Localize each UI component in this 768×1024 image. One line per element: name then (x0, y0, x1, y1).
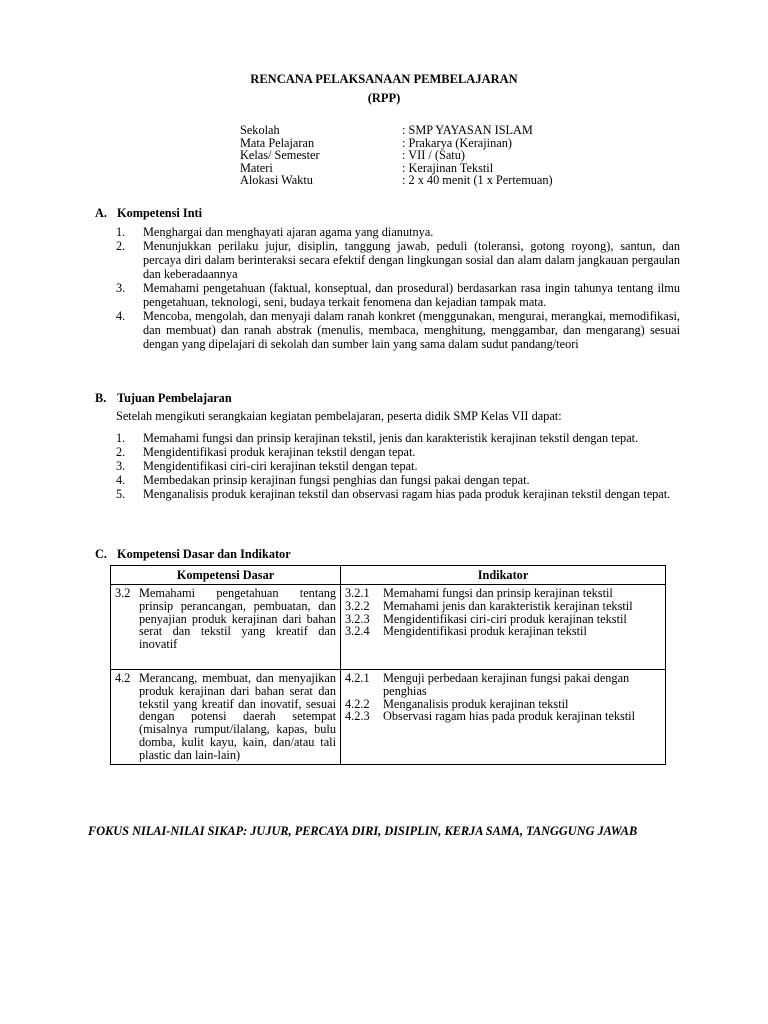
document-title: RENCANA PELAKSANAAN PEMBELAJARAN (250, 72, 518, 86)
list-number: 3. (116, 459, 126, 473)
table-row (111, 585, 666, 670)
list-number: 5. (116, 487, 126, 501)
table-header-row (111, 566, 666, 585)
list-item (116, 309, 680, 351)
indicator-number: 4.2.2 (345, 696, 370, 711)
kd-cell (111, 670, 341, 765)
list-text: Mengidentifikasi produk kerajinan tekstil dengan tepat. (143, 445, 416, 459)
list-text: Menunjukkan perilaku jujur, disiplin, tanggung jawab, peduli (toleransi, gotong royong), santun, dan percaya diri dalam berinteraksi secara efektif dengan lingkungan sosial dan alam dalam jangkauan pergaulan dan keberadaannya (143, 239, 680, 281)
list-text: Mengidentifikasi ciri-ciri kerajinan tekstil dengan tepat. (143, 459, 418, 473)
list-number: 4. (116, 473, 126, 487)
indicator-number: 3.2.1 (345, 586, 370, 600)
list-number: 1. (116, 225, 126, 239)
kd-number: 3.2 (115, 586, 131, 600)
tujuan-list (116, 431, 680, 501)
info-block (240, 124, 640, 187)
section-letter: B. (95, 391, 107, 405)
indicator-text: Mengidentifikasi ciri-ciri produk kerajinan tekstil (383, 611, 627, 626)
section-letter: C. (95, 547, 107, 561)
info-key: Materi (240, 160, 273, 175)
info-value: : Prakarya (Kerajinan) (402, 135, 512, 150)
list-text: Menganalisis produk kerajinan tekstil dan observasi ragam hias pada produk kerajinan tekstil dengan tepat. (143, 487, 671, 501)
indicator-item (345, 710, 661, 723)
info-value: : Kerajinan Tekstil (402, 160, 494, 175)
indicator-number: 4.2.1 (345, 671, 370, 685)
document-subtitle: (RPP) (367, 91, 401, 105)
indicator-number: 4.2.3 (345, 709, 370, 724)
indicator-item (345, 672, 661, 698)
indicator-text: Mengidentifikasi produk kerajinan tekstil (383, 624, 587, 639)
kompetensi-inti-list (116, 225, 680, 351)
list-item (116, 459, 680, 473)
list-text: Mencoba, mengolah, dan menyaji dalam ranah konkret (menggunakan, mengurai, merangkai, memodifikasi, dan membuat) dan ranah abstrak (menulis, membaca, menghitung, menggambar, dan mengarang) sesuai dengan yang dipelajari di sekolah dan sumber lain yang sama dalam sudut pandang/teori (143, 309, 680, 351)
list-item (116, 473, 680, 487)
list-number: 3. (116, 281, 126, 295)
list-item (116, 239, 680, 281)
info-row-alokasi-waktu (240, 174, 640, 187)
column-header-kompetensi-dasar: Kompetensi Dasar (111, 566, 341, 585)
section-letter: A. (95, 206, 107, 220)
list-text: Membedakan prinsip kerajinan fungsi penghias dan fungsi pakai dengan tepat. (143, 473, 530, 487)
info-value: : 2 x 40 menit (1 x Pertemuan) (402, 173, 553, 188)
section-a-heading (95, 206, 202, 220)
info-value: : VII / (Satu) (402, 148, 465, 163)
indicator-cell (341, 585, 666, 670)
list-item (116, 281, 680, 309)
info-row-kelas-semester (240, 149, 640, 162)
indicator-text: Menguji perbedaan kerajinan fungsi pakai dengan penghias (383, 671, 630, 698)
indicator-cell (341, 670, 666, 765)
list-number: 1. (116, 431, 126, 445)
fokus-nilai-sikap: FOKUS NILAI-NILAI SIKAP: JUJUR, PERCAYA DIRI, DISIPLIN, KERJA SAMA, TANGGUNG JAWAB (88, 824, 638, 838)
info-key: Alokasi Waktu (240, 173, 313, 188)
info-key: Mata Pelajaran (240, 135, 315, 150)
section-title: Tujuan Pembelajaran (117, 391, 232, 405)
table-row (111, 670, 666, 765)
indicator-text: Memahami jenis dan karakteristik kerajinan tekstil (383, 598, 633, 613)
list-text: Menghargai dan menghayati ajaran agama yang dianutnya. (143, 225, 434, 239)
section-title: Kompetensi Inti (117, 206, 203, 220)
indicator-item (345, 587, 661, 600)
info-key: Sekolah (240, 123, 280, 137)
kd-text: Merancang, membuat, dan menyajikan produk kerajinan dari bahan serat dan tekstil yang kreatif dan inovatif, sesuai dengan potensi daerah setempat (misalnya rumput/ilalang, kapas, bulu domba, kulit kayu, kain, dan/atau tali plastic dan lain-lain) (139, 671, 336, 762)
section-b-heading (95, 391, 232, 405)
indicator-number: 3.2.4 (345, 624, 370, 639)
indicator-text: Observasi ragam hias pada produk kerajinan tekstil (383, 709, 636, 724)
info-row-sekolah (240, 124, 640, 137)
kd-cell (111, 585, 341, 670)
list-text: Memahami pengetahuan (faktual, konseptual, dan prosedural) berdasarkan rasa ingin tahunya tentang ilmu pengetahuan, teknologi, seni, budaya terkait fenomena dan kejadian tampak mata. (143, 281, 680, 309)
list-item (116, 225, 680, 239)
list-number: 4. (116, 309, 126, 323)
indicator-text: Memahami fungsi dan prinsip kerajinan tekstil (383, 586, 613, 600)
kompetensi-table (110, 565, 666, 765)
kd-text: Memahami pengetahuan tentang prinsip perancangan, pembuatan, dan penyajian produk kerajinan dari bahan serat dan tekstil yang kreatif dan inovatif (139, 586, 336, 652)
tujuan-intro: Setelah mengikuti serangkaian kegiatan pembelajaran, peserta didik SMP Kelas VII dapat: (116, 409, 562, 423)
list-text: Memahami fungsi dan prinsip kerajinan tekstil, jenis dan karakteristik kerajinan tekstil dengan tepat. (143, 431, 639, 445)
list-number: 2. (116, 445, 126, 459)
kd-number: 4.2 (115, 671, 131, 685)
indicator-item (345, 625, 661, 638)
info-key: Kelas/ Semester (240, 148, 320, 163)
column-header-indikator: Indikator (341, 566, 666, 585)
list-item (116, 487, 680, 501)
list-item (116, 445, 680, 459)
list-item (116, 431, 680, 445)
info-value: : SMP YAYASAN ISLAM (402, 123, 533, 137)
indicator-text: Menganalisis produk kerajinan tekstil (383, 696, 569, 711)
section-title: Kompetensi Dasar dan Indikator (117, 547, 291, 561)
list-number: 2. (116, 239, 126, 253)
indicator-item (345, 600, 661, 613)
indicator-number: 3.2.3 (345, 611, 370, 626)
section-c-heading (95, 547, 291, 561)
indicator-number: 3.2.2 (345, 598, 370, 613)
